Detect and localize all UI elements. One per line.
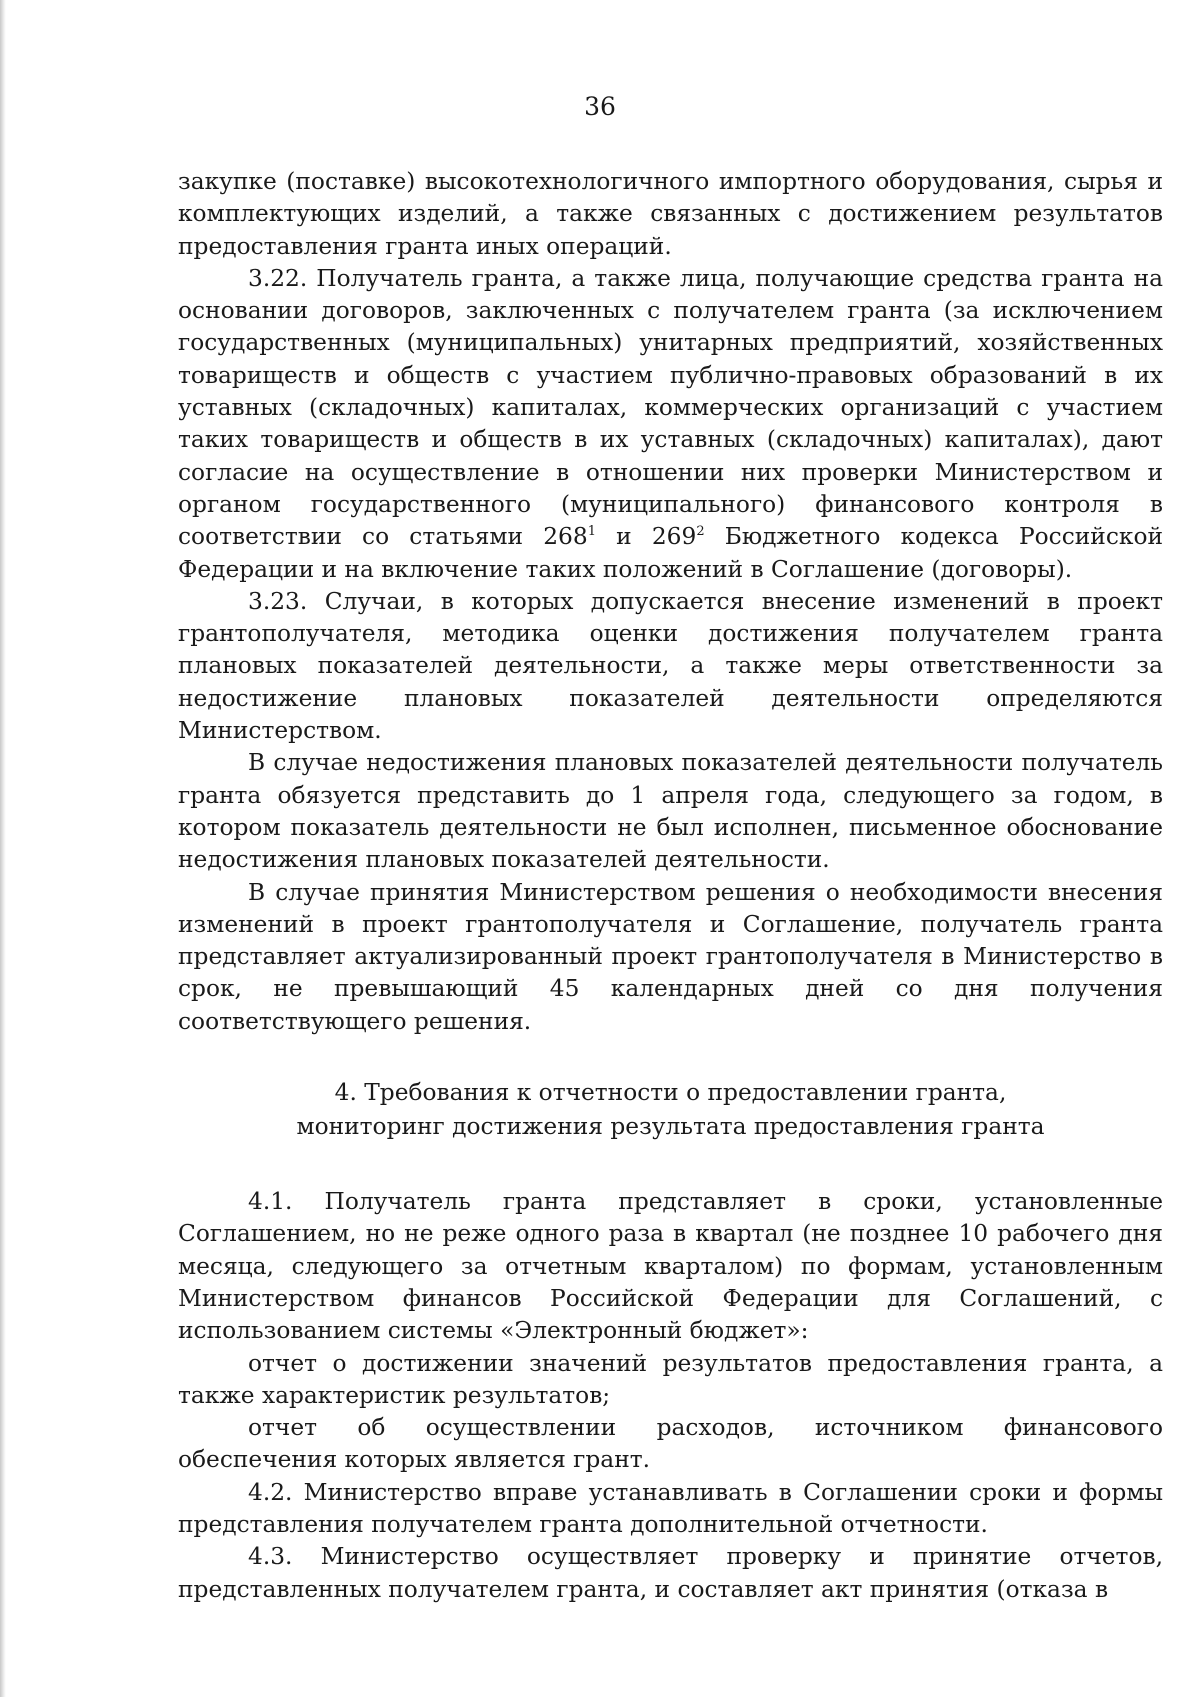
section-4-heading-line2: мониторинг достижения результата предоставления гранта: [296, 1113, 1045, 1141]
paragraph-report-expenses: отчет об осуществлении расходов, источником финансового обеспечения которых является грант.: [178, 1414, 1163, 1474]
paragraph-4-1: 4.1. Получатель гранта представляет в сроки, установленные Соглашением, но не реже одного раза в квартал (не позднее 10 рабочего дня месяца, следующего за отчетным кварталом) по формам, установленным Министерством финансов Российской Федерации для Соглашений, с использованием системы «Электронный бюджет»:: [178, 1188, 1163, 1345]
page-number: 36: [584, 92, 616, 121]
paragraph-3-22-mid: и 269: [595, 523, 697, 551]
paragraph-3-22-end: Бюджетного кодекса Российской Федерации и на включение таких положений в Соглашение (договоры).: [178, 523, 1163, 583]
paragraph-report-results: отчет о достижении значений результатов предоставления гранта, а также характеристик результатов;: [178, 1349, 1163, 1409]
paragraph-nondelivery: В случае недостижения плановых показателей деятельности получатель гранта обязуется представить до 1 апреля года, следующего за годом, в котором показатель деятельности не был исполнен, письменное обоснование недостижения плановых показателей деятельности.: [178, 749, 1163, 874]
superscript-1: 1: [587, 524, 596, 540]
paragraph-3-23: 3.23. Случаи, в которых допускается внесение изменений в проект грантополучателя, методика оценки достижения получателем гранта плановых показателей деятельности, а также меры ответственности за недостижение плановых показателей деятельности определяются Министерством.: [178, 587, 1163, 745]
scan-edge-shadow: [0, 0, 6, 1697]
section-4-heading: [178, 1076, 1163, 1144]
paragraph-4-3: 4.3. Министерство осуществляет проверку и принятие отчетов, представленных получателем гранта, и составляет акт принятия (отказа в: [178, 1543, 1163, 1603]
paragraph-changes-decision: В случае принятия Министерством решения о необходимости внесения изменений в проект грантополучателя и Соглашение, получатель гранта представляет актуализированный проект грантополучателя в Министерство в срок, не превышающий 45 календарных дней со дня получения соответствующего решения.: [178, 878, 1163, 1035]
paragraph-continuation: закупке (поставке) высокотехнологичного импортного оборудования, сырья и комплектующих изделий, а также связанных с достижением результатов предоставления гранта иных операций.: [178, 168, 1163, 260]
document-body: [178, 166, 1163, 1606]
paragraph-3-22: [178, 263, 1163, 586]
section-4-heading-line1: 4. Требования к отчетности о предоставлении гранта,: [334, 1079, 1007, 1107]
paragraph-3-22-text: 3.22. Получатель гранта, а также лица, получающие средства гранта на основании договоров, заключенных с получателем гранта (за исключением государственных (муниципальных) унитарных предприятий, хозяйственных товариществ и обществ с участием публично-правовых образований в их уставных (складочных) капиталах, коммерческих организаций с участием таких товариществ и обществ в их уставных (складочных) капиталах), дают согласие на осуществление в отношении них проверки Министерством и органом государственного (муниципального) финансового контроля в соответствии со статьями 268: [178, 264, 1163, 551]
paragraph-4-2: 4.2. Министерство вправе устанавливать в Соглашении сроки и формы представления получателем гранта дополнительной отчетности.: [178, 1478, 1163, 1538]
superscript-2: 2: [696, 524, 705, 540]
